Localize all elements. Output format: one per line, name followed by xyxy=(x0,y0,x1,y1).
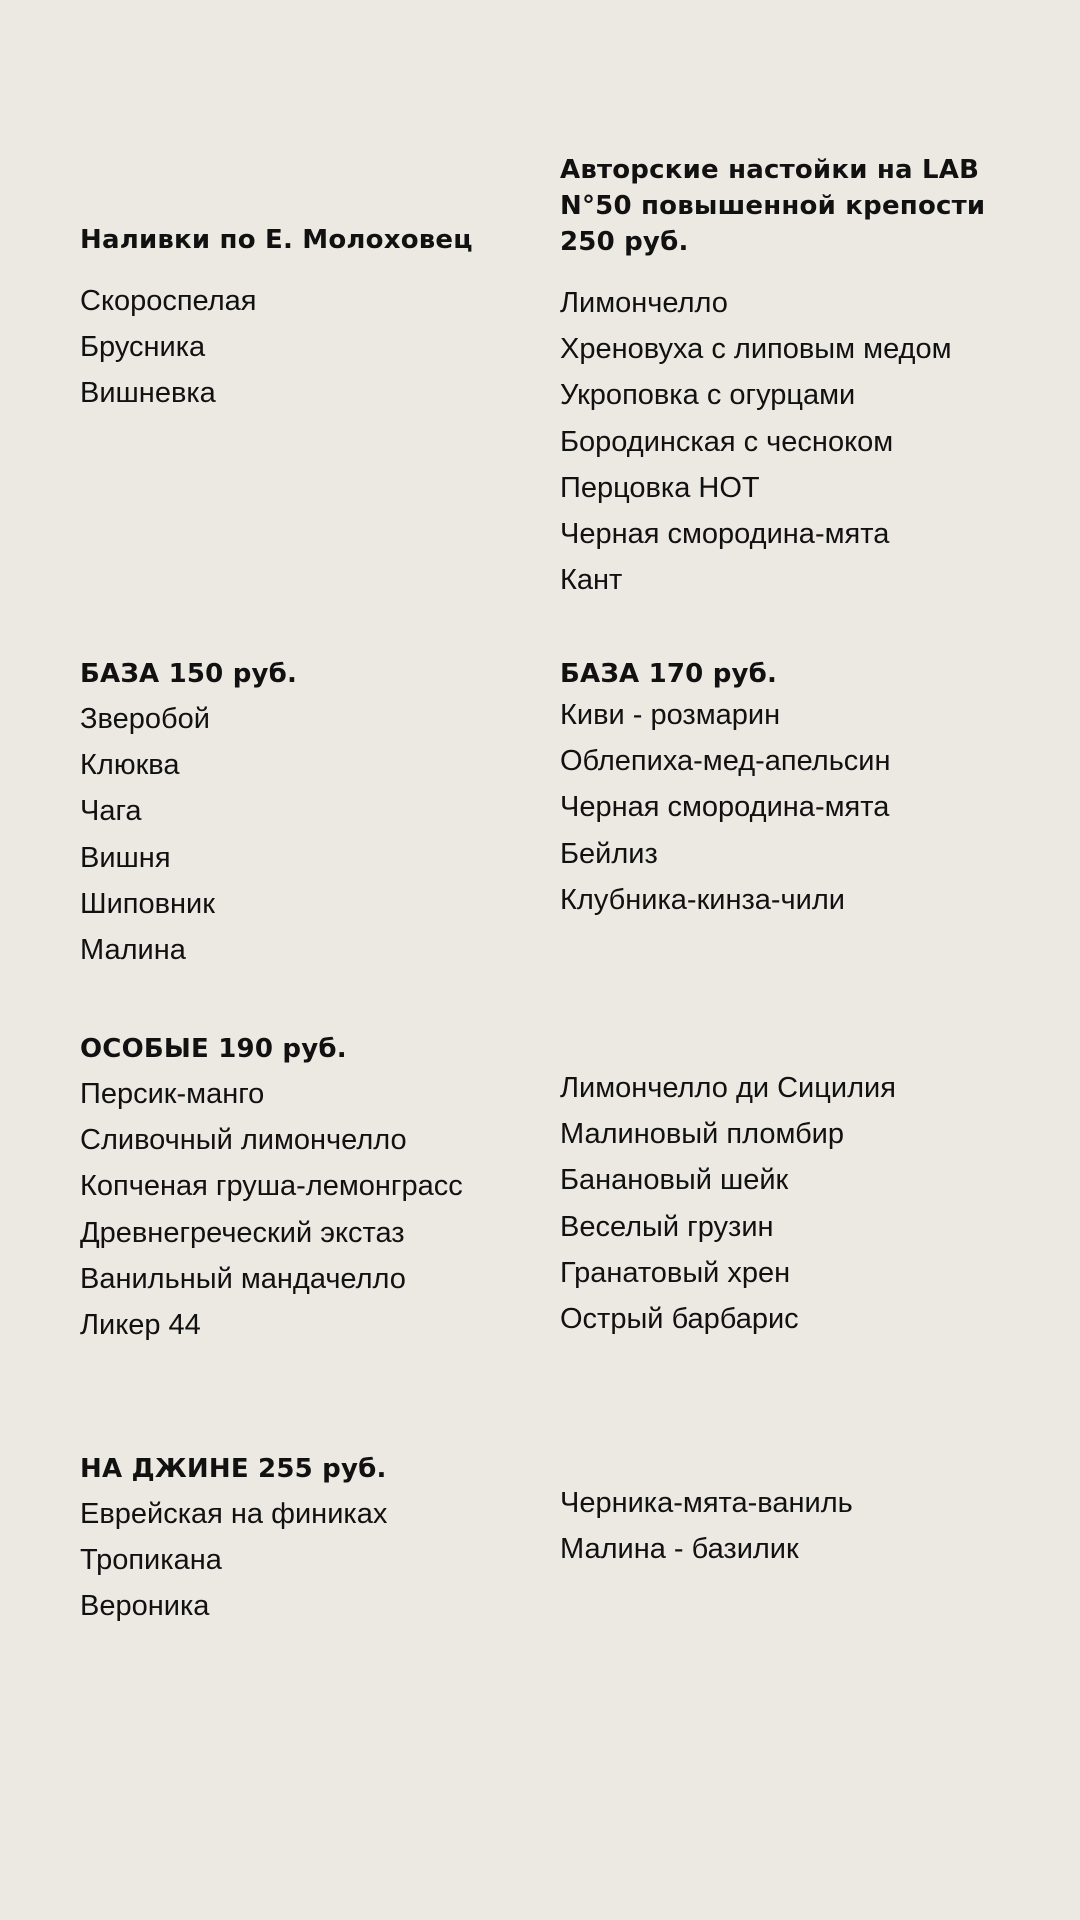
list-item: Бейлиз xyxy=(560,837,658,870)
section-title xyxy=(560,152,985,260)
list-item: Гранатовый хрен xyxy=(560,1256,791,1289)
section-dzhin xyxy=(80,1451,387,1630)
list-item: Тропикана xyxy=(80,1544,222,1577)
list-item: Еврейская на финиках xyxy=(80,1498,388,1530)
section-title-line: Авторские настойки на LAB xyxy=(560,155,980,185)
list-item: Вишневка xyxy=(80,377,216,410)
list-item: Кант xyxy=(560,564,623,597)
item-list xyxy=(560,280,985,603)
list-item: Клюква xyxy=(80,749,180,782)
list-item: Перцовка HOT xyxy=(560,471,760,504)
list-item: Облепиха-мед-апельсин xyxy=(560,745,891,778)
section-nalivki xyxy=(80,222,473,417)
list-item: Вероника xyxy=(80,1590,210,1623)
list-item: Клубника-кинза-чили xyxy=(560,883,845,916)
list-item: Лимончелло xyxy=(560,287,728,319)
section-osobye xyxy=(80,1031,463,1348)
list-item: Персик-манго xyxy=(80,1078,265,1110)
section-title-line: 250 руб. xyxy=(560,227,689,257)
list-item: Малина xyxy=(80,934,186,967)
list-item: Черника-мята-ваниль xyxy=(560,1487,853,1519)
list-item: Чага xyxy=(80,795,142,828)
section-baza-150 xyxy=(80,656,297,973)
list-item: Копченая груша-лемонграсс xyxy=(80,1170,463,1203)
list-item: Острый барбарис xyxy=(560,1303,799,1336)
item-list xyxy=(80,1071,463,1348)
list-item: Хреновуха с липовым медом xyxy=(560,333,952,366)
list-item: Скороспелая xyxy=(80,285,257,317)
section-avtorskie xyxy=(560,152,985,603)
item-list xyxy=(80,1491,387,1630)
section-dzhin-right xyxy=(560,1480,853,1572)
section-osobye-right xyxy=(560,1065,896,1342)
section-title: НА ДЖИНЕ 255 руб. xyxy=(80,1454,387,1484)
item-list xyxy=(560,1480,853,1572)
list-item: Черная смородина-мята xyxy=(560,791,890,824)
item-list xyxy=(560,692,891,923)
list-item: Ванильный мандачелло xyxy=(80,1262,406,1295)
list-item: Укроповка с огурцами xyxy=(560,379,856,412)
list-item: Зверобой xyxy=(80,703,210,735)
list-item: Банановый шейк xyxy=(560,1164,789,1197)
list-item: Брусника xyxy=(80,331,206,364)
section-title: ОСОБЫЕ 190 руб. xyxy=(80,1034,347,1064)
list-item: Бородинская с чесноком xyxy=(560,425,894,458)
section-title: БАЗА 170 руб. xyxy=(560,659,778,689)
list-item: Черная смородина-мята xyxy=(560,518,890,551)
list-item: Веселый грузин xyxy=(560,1210,774,1243)
list-item: Ликер 44 xyxy=(80,1309,201,1342)
list-item: Киви - розмарин xyxy=(560,699,781,731)
list-item: Древнегреческий экстаз xyxy=(80,1216,405,1249)
list-item: Шиповник xyxy=(80,887,215,920)
section-title: Наливки по Е. Молоховец xyxy=(80,225,473,255)
list-item: Вишня xyxy=(80,841,171,874)
section-title-line: N°50 повышенной крепости xyxy=(560,191,986,221)
list-item: Малиновый пломбир xyxy=(560,1118,845,1151)
section-title: БАЗА 150 руб. xyxy=(80,659,298,689)
item-list xyxy=(560,1065,896,1342)
list-item: Лимончелло ди Сицилия xyxy=(560,1072,896,1104)
item-list xyxy=(80,278,473,417)
list-item: Сливочный лимончелло xyxy=(80,1124,407,1157)
section-baza-170 xyxy=(560,656,891,923)
list-item: Малина - базилик xyxy=(560,1533,799,1566)
item-list xyxy=(80,696,297,973)
